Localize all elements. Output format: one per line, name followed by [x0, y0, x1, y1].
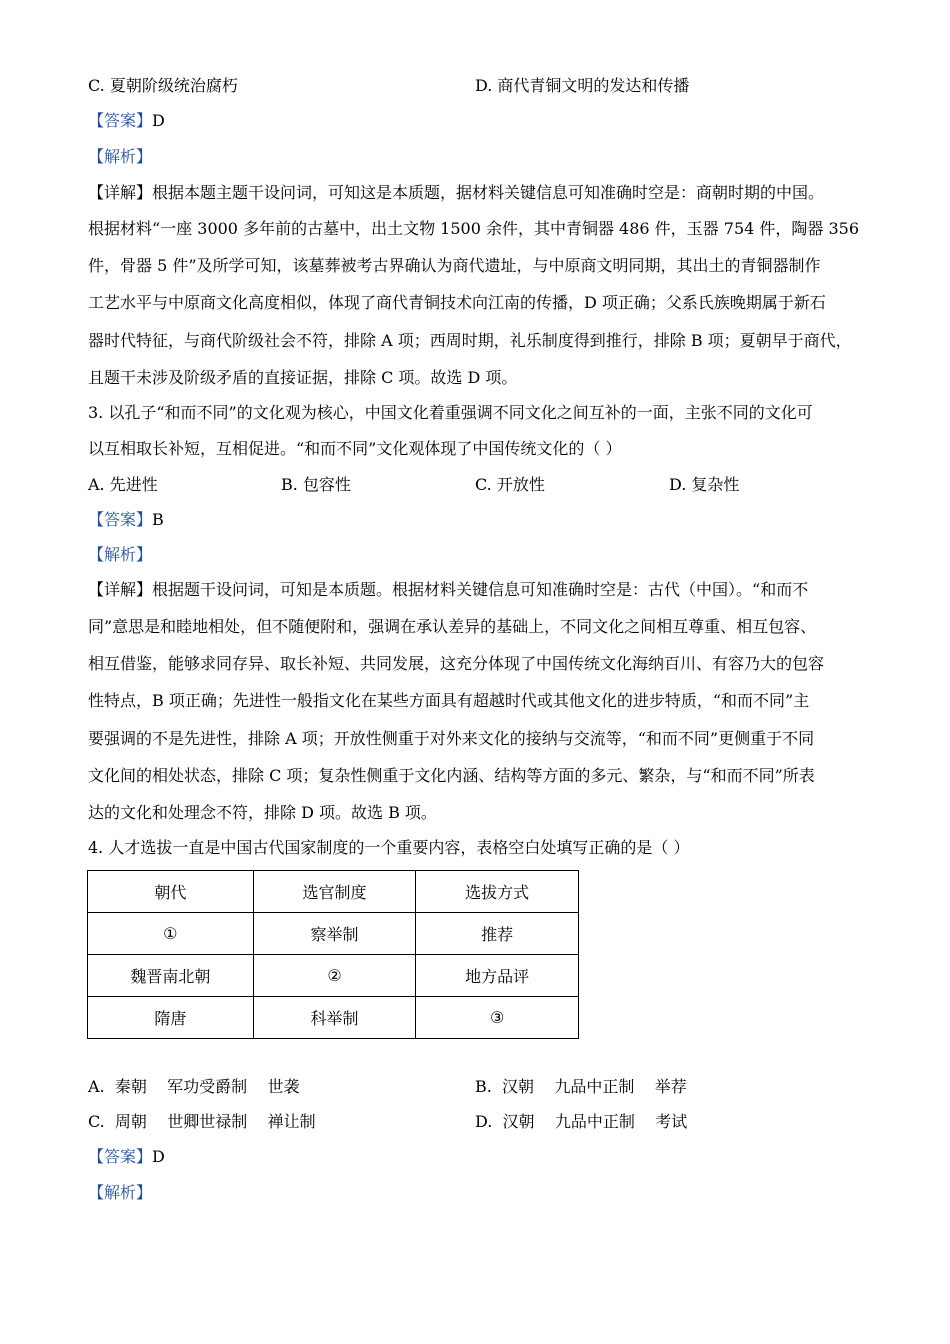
q3-stem-line: 3. 以孔子“和而不同”的文化观为核心，中国文化着重强调不同文化之间互补的一面，主张不同的文化可 — [88, 403, 813, 422]
q2-analysis-tag: 【解析】 — [88, 147, 153, 166]
q4-option-a: A. 秦朝 军功受爵制 世袭 — [88, 1077, 300, 1096]
table-cell: ③ — [416, 997, 579, 1039]
q2-detail-line: 器时代特征，与商代阶级社会不符，排除 A 项；西周时期，礼乐制度得到推行，排除 B 项；夏朝早于商代， — [88, 331, 852, 350]
q3-option-a: A. 先进性 — [88, 475, 158, 494]
q2-answer — [88, 111, 165, 131]
q3-option-c: C. 开放性 — [475, 475, 545, 494]
q3-detail-line: 达的文化和处理念不符，排除 D 项。故选 B 项。 — [88, 803, 437, 822]
table-cell: ① — [88, 913, 254, 955]
table-cell: 察举制 — [253, 913, 416, 955]
table-row — [88, 997, 579, 1039]
detail-text: 根据本题主题干设问词，可知这是本质题，据材料关键信息可知准确时空是：商朝时期的中国。 — [152, 183, 825, 202]
detail-tag: 【详解】 — [88, 580, 153, 599]
answer-tag: 【答案】 — [88, 510, 153, 529]
q3-option-b: B. 包容性 — [281, 475, 351, 494]
table-row — [88, 955, 579, 997]
answer-value: B — [152, 510, 164, 529]
q3-answer — [88, 510, 164, 530]
detail-text: 根据题干设问词，可知是本质题。根据材料关键信息可知准确时空是：古代（中国）。“和而不 — [152, 580, 809, 599]
q4-stem: 4. 人才选拔一直是中国古代国家制度的一个重要内容，表格空白处填写正确的是（ ） — [88, 838, 690, 857]
q3-detail-line: 性特点，B 项正确；先进性一般指文化在某些方面具有超越时代或其他文化的进步特质，“和而不同”主 — [88, 691, 810, 710]
q3-stem-line: 以互相取长补短，互相促进。“和而不同”文化观体现了中国传统文化的（ ） — [88, 439, 622, 458]
table-header-row — [88, 871, 579, 913]
q4-answer — [88, 1147, 165, 1167]
q2-detail-line: 且题干未涉及阶级矛盾的直接证据，排除 C 项。故选 D 项。 — [88, 368, 518, 387]
q4-analysis-tag: 【解析】 — [88, 1183, 153, 1202]
table-cell: 科举制 — [253, 997, 416, 1039]
q3-detail-line: 同”意思是和睦地相处，但不随便附和，强调在承认差异的基础上，不同文化之间相互尊重、相互包容、 — [88, 617, 817, 636]
answer-value: D — [152, 1147, 165, 1166]
q2-option-c: C. 夏朝阶级统治腐朽 — [88, 76, 238, 95]
answer-tag: 【答案】 — [88, 111, 153, 130]
q4-option-c: C. 周朝 世卿世禄制 禅让制 — [88, 1112, 316, 1131]
table-header-cell: 朝代 — [88, 871, 254, 913]
q3-option-d: D. 复杂性 — [669, 475, 740, 494]
detail-tag: 【详解】 — [88, 183, 153, 202]
q2-detail-line — [88, 183, 824, 203]
answer-tag: 【答案】 — [88, 1147, 153, 1166]
q2-detail-line: 工艺水平与中原商文化高度相似，体现了商代青铜技术向江南的传播，D 项正确；父系氏族晚期属于新石 — [88, 293, 826, 312]
table-cell: 地方品评 — [416, 955, 579, 997]
q4-option-d: D. 汉朝 九品中正制 考试 — [475, 1112, 688, 1131]
q3-detail-line: 相互借鉴，能够求同存异、取长补短、共同发展，这充分体现了中国传统文化海纳百川、有容乃大的包容 — [88, 654, 825, 673]
table-header-cell: 选拔方式 — [416, 871, 579, 913]
q3-detail-line: 文化间的相处状态，排除 C 项；复杂性侧重于文化内涵、结构等方面的多元、繁杂，与“和而不同”所表 — [88, 766, 815, 785]
selection-system-table — [87, 870, 579, 1039]
answer-value: D — [152, 111, 165, 130]
table-cell: ② — [253, 955, 416, 997]
q4-option-b: B. 汉朝 九品中正制 举荐 — [475, 1077, 687, 1096]
table-row — [88, 913, 579, 955]
table-cell: 推荐 — [416, 913, 579, 955]
table-cell: 魏晋南北朝 — [88, 955, 254, 997]
q2-detail-line: 件，骨器 5 件”及所学可知，该墓葬被考古界确认为商代遗址，与中原商文明同期，其出土的青铜器制作 — [88, 256, 821, 275]
q3-analysis-tag: 【解析】 — [88, 545, 153, 564]
q3-detail-line: 要强调的不是先进性，排除 A 项；开放性侧重于对外来文化的接纳与交流等，“和而不同”更侧重于不同 — [88, 729, 815, 748]
table-cell: 隋唐 — [88, 997, 254, 1039]
q2-detail-line: 根据材料“一座 3000 多年前的古墓中，出土文物 1500 余件，其中青铜器 486 件，玉器 754 件，陶器 356 — [88, 219, 860, 238]
q3-detail-line — [88, 580, 808, 600]
table-header-cell: 选官制度 — [253, 871, 416, 913]
q2-option-d: D. 商代青铜文明的发达和传播 — [475, 76, 690, 95]
